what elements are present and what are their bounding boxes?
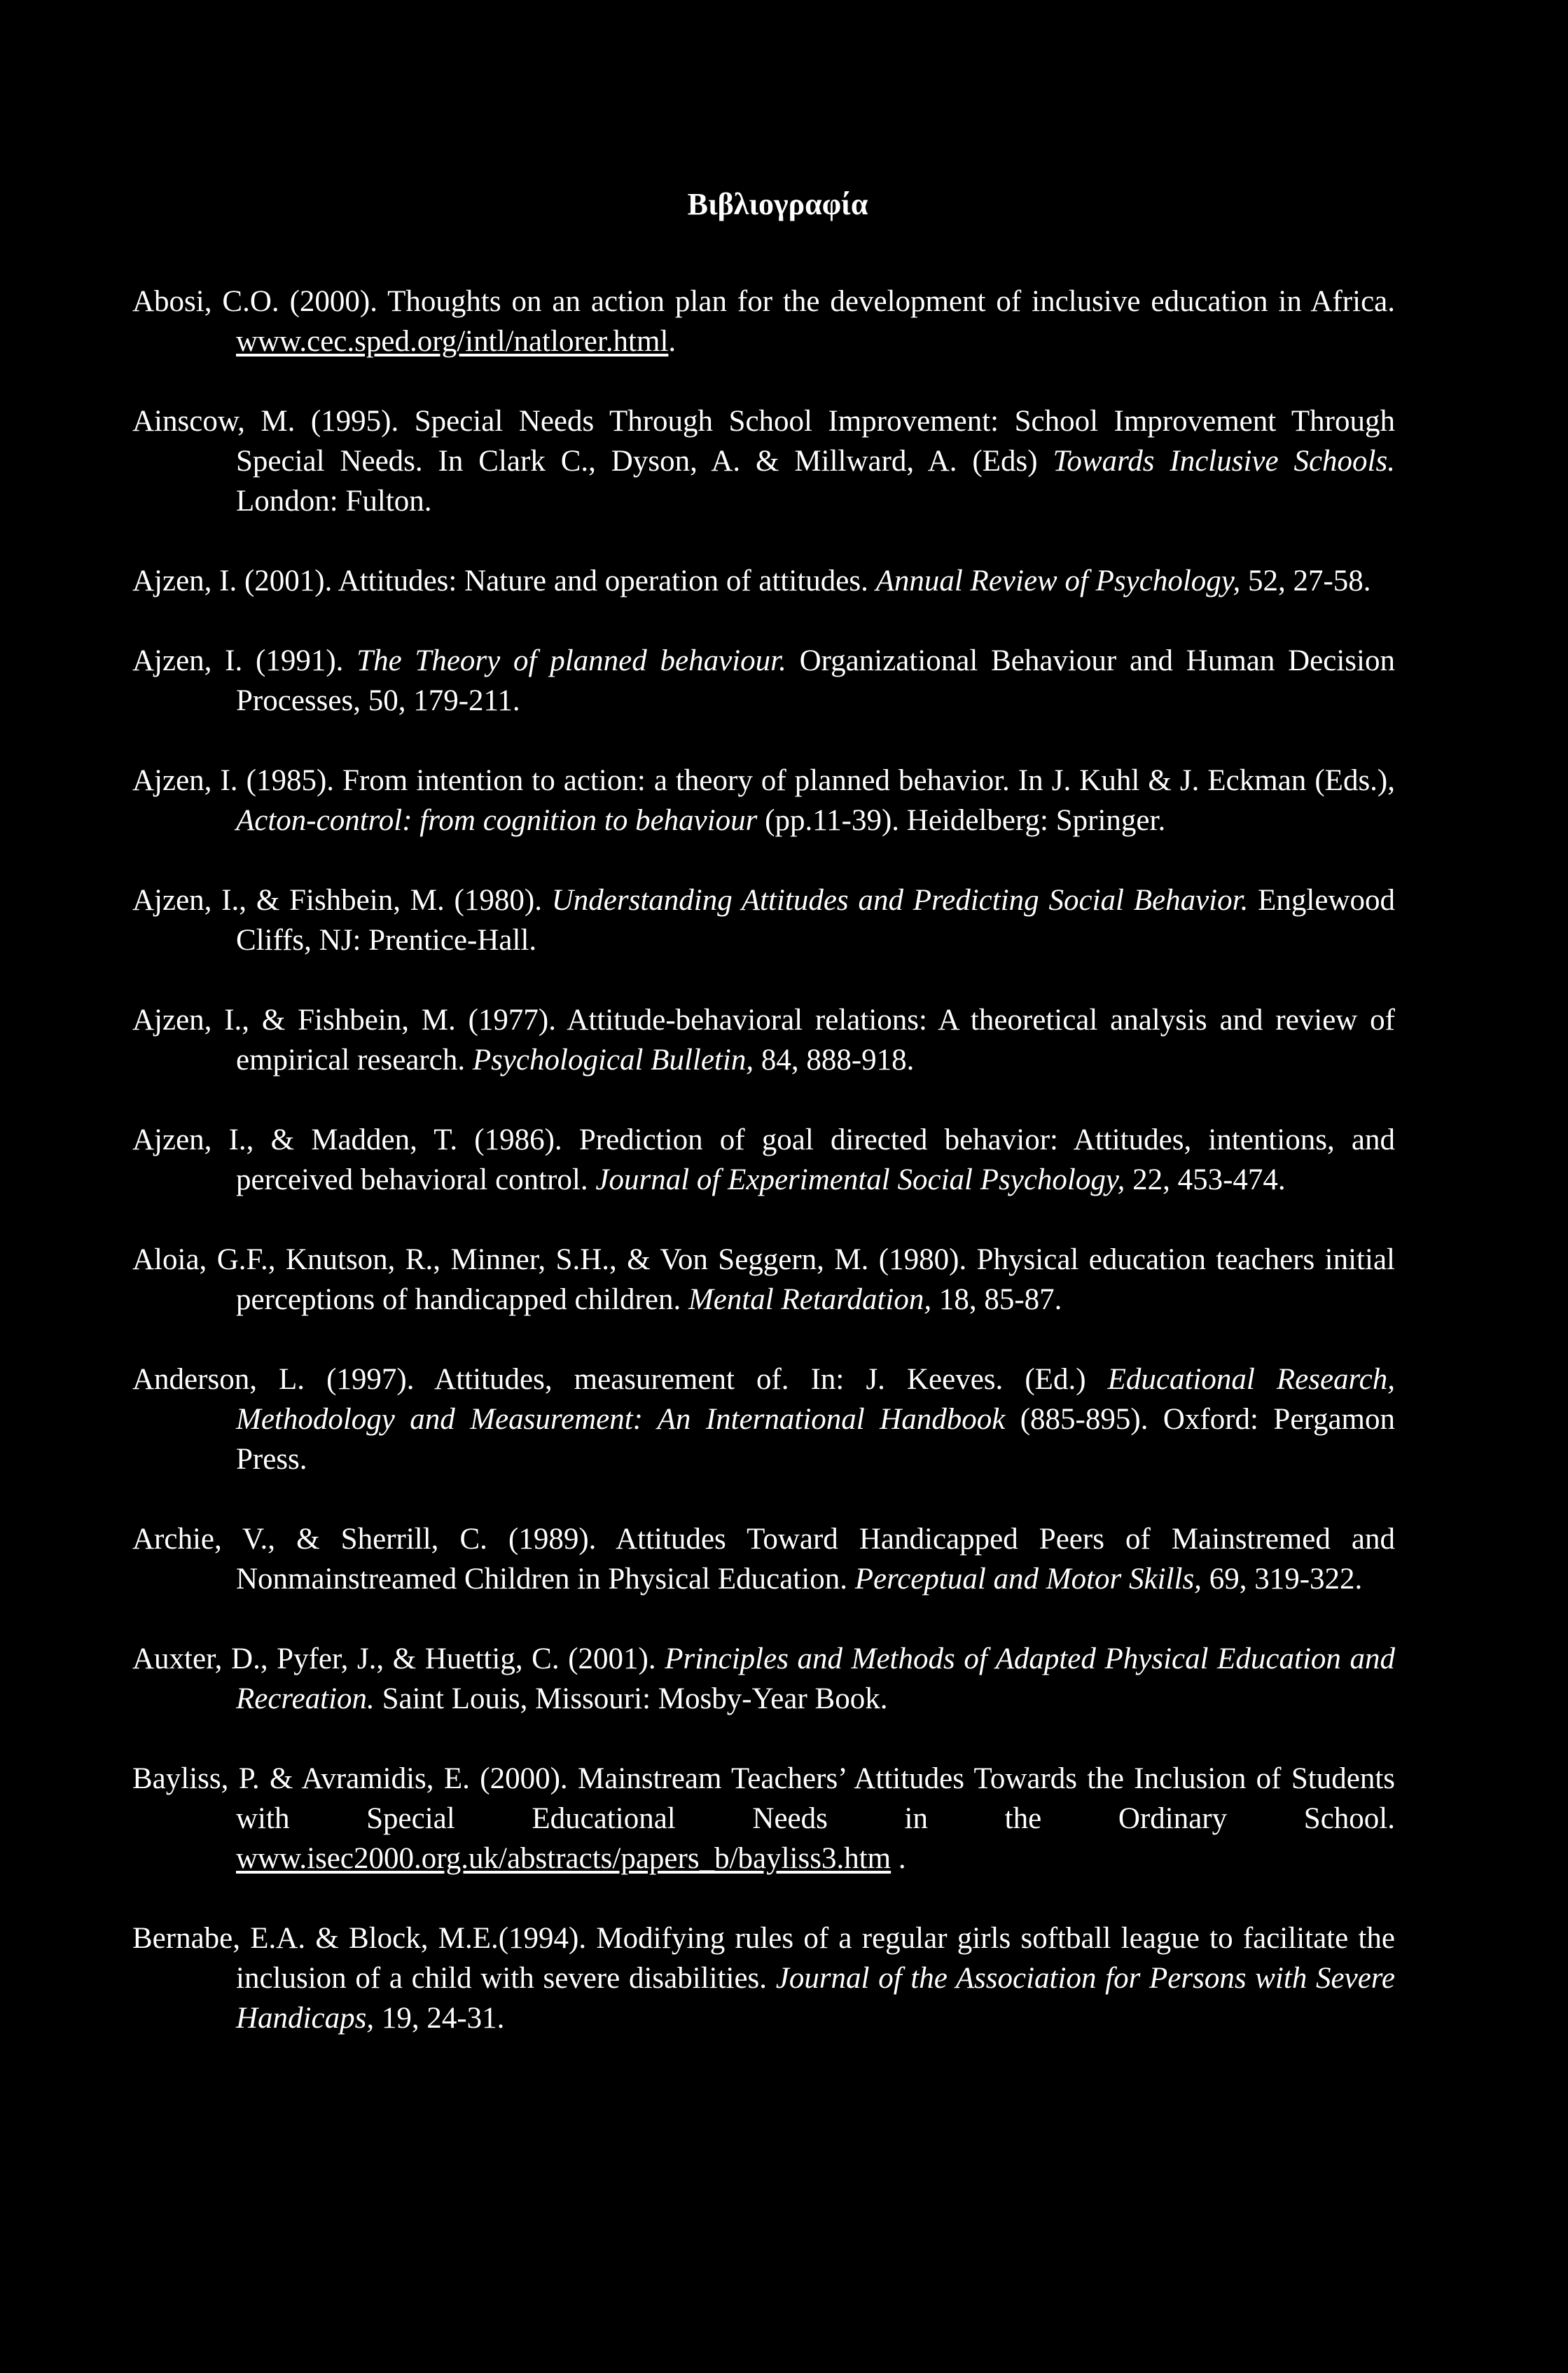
- reference-text: Ajzen, I., & Madden, T. (1986). Prediction of goal directed behavior: Attitudes, intentions, and perceived behavioral control.: [132, 1123, 1395, 1196]
- reference-text: Ajzen, I. (2001). Attitudes: Nature and operation of attitudes.: [132, 565, 876, 597]
- reference-entry: [132, 561, 1395, 601]
- reference-text: Ajzen, I., & Fishbein, M. (1977). Attitude-behavioral relations: A theoretical analysis and review of empirical research.: [132, 1004, 1395, 1077]
- reference-punctuation: .: [891, 1842, 906, 1875]
- reference-details: 18, 85-87.: [931, 1283, 1062, 1316]
- reference-link[interactable]: www.cec.sped.org/intl/natlorer.html: [236, 325, 669, 358]
- reference-details: (pp.11-39). Heidelberg: Springer.: [757, 804, 1166, 837]
- reference-text: Archie, V., & Sherrill, C. (1989). Attitudes Toward Handicapped Peers of Mainstremed and Nonmainstreamed Children in Physical Education.: [132, 1523, 1395, 1596]
- reference-title: Acton-control: from cognition to behaviour: [236, 804, 758, 837]
- reference-text: Abosi, C.O. (2000). Thoughts on an action plan for the development of inclusive education in Africa.: [132, 285, 1395, 318]
- reference-text: Auxter, D., Pyfer, J., & Huettig, C. (2001).: [132, 1642, 665, 1675]
- reference-link[interactable]: www.isec2000.org.uk/abstracts/papers_b/bayliss3.htm: [236, 1842, 891, 1875]
- reference-text: Bernabe, E.A. & Block, M.E.(1994). Modifying rules of a regular girls softball league to facilitate the inclusion of a child with severe disabilities.: [132, 1922, 1395, 1995]
- reference-details: 22, 453-474.: [1125, 1163, 1286, 1196]
- reference-text: Ajzen, I. (1991).: [132, 644, 357, 677]
- reference-text: Bayliss, P. & Avramidis, E. (2000). Mainstream Teachers’ Attitudes Towards the Inclusion of Students with Special Educational Needs in the Ordinary School.: [132, 1762, 1395, 1835]
- reference-details: 19, 24-31.: [374, 2002, 505, 2035]
- reference-entry: [132, 282, 1395, 361]
- reference-entry: [132, 1759, 1395, 1879]
- reference-list: [132, 282, 1395, 2038]
- reference-title: Educational Research, Methodology and Measurement: An International Handbook: [236, 1363, 1395, 1436]
- reference-details: Organizational Behaviour and Human Decision Processes, 50, 179-211.: [236, 644, 1395, 717]
- reference-title: Principles and Methods of Adapted Physical Education and Recreation.: [236, 1642, 1395, 1715]
- reference-entry: [132, 641, 1395, 721]
- reference-details: 69, 319-322.: [1201, 1563, 1363, 1596]
- reference-text: Ajzen, I. (1985). From intention to action: a theory of planned behavior. In J. Kuhl & J. Eckman (Eds.),: [132, 764, 1395, 797]
- reference-details: London: Fulton.: [236, 485, 432, 518]
- reference-title: Towards Inclusive Schools.: [1053, 445, 1395, 478]
- reference-entry: [132, 1519, 1395, 1599]
- reference-entry: [132, 1639, 1395, 1719]
- reference-title: Annual Review of Psychology,: [875, 565, 1241, 597]
- reference-text: Aloia, G.F., Knutson, R., Minner, S.H., & Von Seggern, M. (1980). Physical education teachers initial perceptions of handicapped children.: [132, 1243, 1395, 1316]
- reference-details: (885-895). Oxford: Pergamon Press.: [236, 1403, 1395, 1476]
- reference-title: Perceptual and Motor Skills,: [854, 1563, 1202, 1596]
- reference-entry: [132, 1360, 1395, 1479]
- reference-entry: [132, 1000, 1395, 1080]
- reference-details: 84, 888-918.: [754, 1044, 915, 1077]
- reference-title: Journal of the Association for Persons with Severe Handicaps,: [236, 1962, 1396, 2035]
- reference-title: Understanding Attitudes and Predicting Social Behavior.: [551, 884, 1249, 917]
- reference-entry: [132, 401, 1395, 521]
- reference-title: Journal of Experimental Social Psychology,: [595, 1163, 1125, 1196]
- reference-text: Ajzen, I., & Fishbein, M. (1980).: [132, 884, 552, 917]
- reference-text: Anderson, L. (1997). Attitudes, measurement of. In: J. Keeves. (Ed.): [132, 1363, 1108, 1396]
- reference-title: Psychological Bulletin,: [472, 1044, 754, 1077]
- page-title: Βιβλιογραφία: [687, 187, 868, 221]
- reference-title: Mental Retardation,: [688, 1283, 932, 1316]
- reference-entry: [132, 1918, 1395, 2038]
- reference-details: Saint Louis, Missouri: Mosby-Year Book.: [374, 1682, 888, 1715]
- reference-entry: [132, 880, 1395, 960]
- reference-entry: [132, 1120, 1395, 1200]
- reference-text: Ainscow, M. (1995). Special Needs Through School Improvement: School Improvement Through Special Needs. In Clark C., Dyson, A. & Millward, A. (Eds): [132, 405, 1395, 478]
- reference-punctuation: .: [668, 325, 677, 358]
- reference-entry: [132, 1240, 1395, 1320]
- reference-details: 52, 27-58.: [1240, 565, 1371, 597]
- reference-title: The Theory of planned behaviour.: [356, 644, 786, 677]
- reference-entry: [132, 761, 1395, 840]
- reference-details: Englewood Cliffs, NJ: Prentice-Hall.: [236, 884, 1396, 957]
